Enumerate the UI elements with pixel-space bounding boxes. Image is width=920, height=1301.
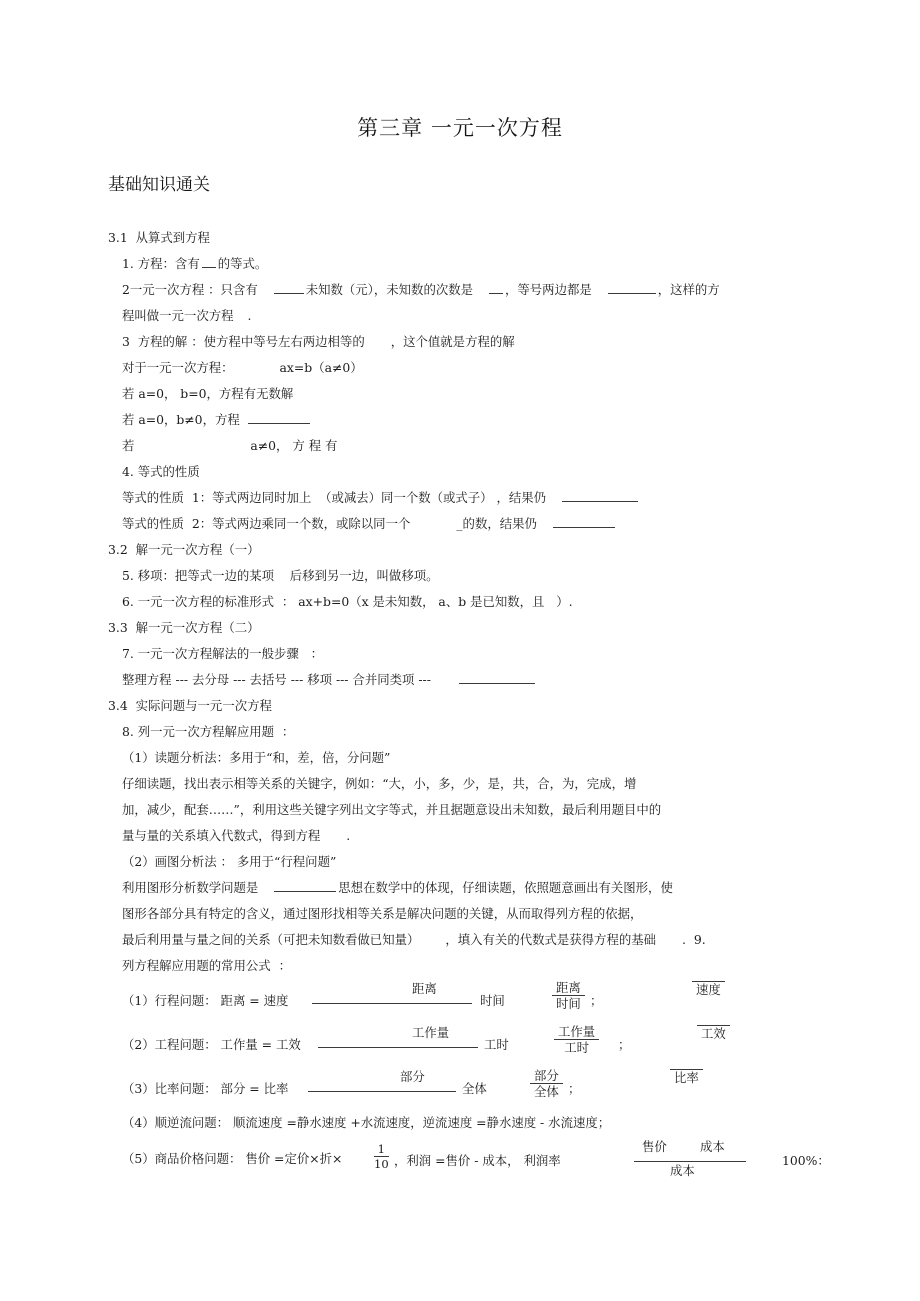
formula-price-mid: ，利润 =售价 - 成本， 利润率 bbox=[394, 1153, 561, 1168]
formula-price-rate-denominator: 成本 bbox=[670, 1163, 695, 1178]
item-3-line5-text-a: 若 bbox=[122, 438, 135, 453]
item-8-m1-l3-text-a: 量与量的关系填入代数式，得到方程 bbox=[122, 828, 321, 843]
formula-ratio-mid: 全体 bbox=[462, 1081, 487, 1096]
item-8-method-2-line-2: 图形各部分具有特定的含义，通过图形找相等关系是解决问题的关键，从而取得列方程的依据， bbox=[122, 906, 643, 921]
item-2-text-b: 未知数（元），未知数的次数是 bbox=[305, 282, 474, 297]
blank-field[interactable] bbox=[248, 411, 310, 424]
item-3-line5-text-b: a≠0， 方 程 有 bbox=[250, 438, 338, 453]
formula-price-label: （5）商品价格问题： 售价 =定价×折× bbox=[122, 1151, 343, 1166]
item-3-text-a: 3 方程的解 ：使方程中等号左右两边相等的 bbox=[122, 334, 365, 349]
item-8-m2-l3-text-b: ，填入有关的代数式是获得方程的基础 bbox=[445, 932, 657, 947]
formula-travel-frac1-bar bbox=[312, 1003, 472, 1004]
item-1-text-b: 的等式。 bbox=[217, 256, 268, 271]
formula-travel-frac3 bbox=[692, 981, 725, 997]
blank-field[interactable] bbox=[553, 515, 615, 528]
item-8-m2-l1-text-a: 利用图形分析数学问题是 bbox=[122, 880, 259, 895]
formula-travel-frac2-numerator: 距离 bbox=[556, 980, 581, 995]
item-3-line5 bbox=[122, 433, 828, 459]
formula-ratio-frac2 bbox=[530, 1069, 563, 1100]
item-4-property-2 bbox=[122, 511, 828, 537]
item-3-line2 bbox=[122, 355, 828, 381]
formula-work-separator: ； bbox=[618, 1037, 631, 1052]
formula-price-tenth-denominator: 10 bbox=[374, 1156, 389, 1171]
formula-work-mid: 工时 bbox=[484, 1037, 509, 1052]
item-2-cont bbox=[122, 303, 828, 329]
blank-field[interactable] bbox=[274, 281, 304, 294]
item-2-text-f: . bbox=[247, 308, 252, 323]
item-7-steps bbox=[122, 667, 828, 693]
item-4-p2-text-a: 等式的性质 2：等式两边乘同一个数，或除以同一个 bbox=[122, 516, 411, 531]
formula-ratio-frac3 bbox=[670, 1069, 703, 1085]
formula-work-frac3-denominator: 工效 bbox=[697, 1025, 730, 1041]
item-3-text-b: ，这个值就是方程的解 bbox=[390, 334, 515, 349]
formula-work-frac1-numerator: 工作量 bbox=[412, 1025, 450, 1040]
item-4-property-1 bbox=[122, 485, 828, 511]
item-3-line4-text: 若 a=0，b≠0，方程 bbox=[122, 412, 240, 427]
item-8: 8. 列一元一次方程解应用题 ： bbox=[122, 724, 295, 739]
formula-work-frac2-denominator: 工时 bbox=[554, 1039, 599, 1055]
item-8-method-1-line-1: 仔细读题，找出表示相等关系的关键字，例如：“大，小，多，少，是，共，合，为，完成，增 bbox=[122, 776, 637, 791]
item-3 bbox=[122, 329, 828, 355]
item-4-p1-text: 等式的性质 1：等式两边同时加上 （或减去）同一个数（或式子） ，结果仍 bbox=[122, 490, 547, 505]
item-6: 6. 一元一次方程的标准形式 ： ax+b=0（x 是未知数， a、b 是已知数，且 ）. bbox=[122, 594, 573, 609]
formula-price bbox=[122, 1137, 828, 1183]
item-2-text-a: 2一元一次方程 ：只含有 bbox=[122, 282, 258, 297]
formula-travel-label: （1）行程问题： 距离 = 速度 bbox=[122, 993, 289, 1008]
item-2-text-c: ，等号两边都是 bbox=[505, 282, 592, 297]
formula-ratio-frac2-numerator: 部分 bbox=[534, 1068, 559, 1083]
formula-travel-frac2-denominator: 时间 bbox=[552, 995, 585, 1011]
blank-field[interactable] bbox=[459, 671, 535, 684]
formula-ratio-separator: ； bbox=[568, 1081, 581, 1096]
document-body bbox=[0, 195, 920, 1183]
section-heading-3-1: 3.1 从算式到方程 bbox=[108, 230, 210, 245]
blank-field[interactable] bbox=[608, 281, 656, 294]
blank-field[interactable] bbox=[489, 281, 503, 294]
formula-travel-mid: 时间 bbox=[480, 993, 505, 1008]
item-8-m2-l3-text-c: . 9. bbox=[682, 932, 706, 947]
formula-travel-separator: ； bbox=[590, 993, 603, 1008]
item-5: 5. 移项：把等式一边的某项 后移到另一边，叫做移项。 bbox=[122, 568, 439, 583]
section-heading-3-3: 3.3 解一元一次方程（二） bbox=[108, 620, 260, 635]
item-3-line2-label: 对于一元一次方程： bbox=[122, 360, 234, 375]
item-3-equation: ax=b（a≠0） bbox=[279, 360, 363, 375]
item-4-heading: 4. 等式的性质 bbox=[122, 464, 200, 479]
formula-ratio-label: （3）比率问题： 部分 = 比率 bbox=[122, 1081, 289, 1096]
item-8-m2-l3-text-a: 最后利用量与量之间的关系（可把未知数看做已知量） bbox=[122, 932, 420, 947]
blank-field[interactable] bbox=[562, 489, 638, 502]
formula-work-frac2-numerator: 工作量 bbox=[558, 1024, 596, 1039]
item-8-method-2: （2）画图分析法 ： 多用于“行程问题” bbox=[122, 854, 337, 869]
section-heading-3-2: 3.2 解一元一次方程（一） bbox=[108, 542, 260, 557]
formula-price-tail: 100%： bbox=[782, 1153, 830, 1168]
formula-price-tenth-fraction bbox=[374, 1143, 389, 1170]
blank-field[interactable] bbox=[202, 255, 216, 268]
formula-ratio-frac1-numerator: 部分 bbox=[400, 1069, 425, 1084]
item-8-method-1-line-3 bbox=[122, 823, 828, 849]
formula-price-rate-numerator-right: 成本 bbox=[700, 1139, 725, 1154]
section-heading-3-4: 3.4 实际问题与一元一次方程 bbox=[108, 698, 272, 713]
formula-price-tenth-numerator: 1 bbox=[377, 1142, 385, 1156]
formula-work-frac1-bar bbox=[318, 1047, 478, 1048]
item-1-text-a: 1. 方程：含有 bbox=[122, 256, 200, 271]
formula-travel-frac1-numerator: 距离 bbox=[412, 981, 437, 996]
blank-field[interactable] bbox=[274, 879, 336, 892]
item-4-p2-text-b: _的数，结果仍 bbox=[456, 516, 537, 531]
formula-work-label: （2）工程问题： 工作量 = 工效 bbox=[122, 1037, 301, 1052]
formula-price-rate-bar bbox=[634, 1161, 746, 1162]
formula-ratio bbox=[122, 1067, 828, 1111]
formula-ratio-frac3-denominator: 比率 bbox=[670, 1069, 703, 1085]
formula-price-rate-numerator-left: 售价 bbox=[642, 1139, 667, 1154]
item-1 bbox=[122, 251, 828, 277]
page-subtitle: 基础知识通关 bbox=[108, 175, 210, 195]
item-8-method-1-line-2: 加，减少，配套……”，利用这些关键字列出文字等式，并且据题意设出未知数，最后利用题目中的 bbox=[122, 802, 662, 817]
formula-travel bbox=[122, 979, 828, 1023]
page-title: 第三章 一元一次方程 bbox=[357, 116, 563, 140]
formula-ratio-frac1-bar bbox=[308, 1091, 456, 1092]
formula-current-text: （4）顺逆流问题： 顺流速度 =静水速度 +水流速度，逆流速度 =静水速度 - 水流速度； bbox=[122, 1115, 611, 1130]
item-3-line3: 若 a=0， b=0，方程有无数解 bbox=[122, 386, 294, 401]
item-2-text-d: ，这样的方 bbox=[657, 282, 720, 297]
formula-work-frac3 bbox=[697, 1025, 730, 1041]
item-9: 列方程解应用题的常用公式 ： bbox=[122, 958, 291, 973]
formula-current bbox=[122, 1111, 828, 1137]
formula-work bbox=[122, 1023, 828, 1067]
item-8-method-1: （1）读题分析法：多用于“和，差，倍，分问题” bbox=[122, 750, 391, 765]
formula-travel-frac2 bbox=[552, 981, 585, 1012]
item-7-steps-text: 整理方程 --- 去分母 --- 去括号 --- 移项 --- 合并同类项 --- bbox=[122, 672, 431, 687]
item-7: 7. 一元一次方程解法的一般步骤 ： bbox=[122, 646, 324, 661]
item-8-method-2-line-3 bbox=[122, 927, 828, 953]
item-8-m2-l1-text-b: 思想在数学中的体现，仔细读题，依照题意画出有关图形，使 bbox=[338, 880, 673, 895]
item-3-line4 bbox=[122, 407, 828, 433]
formula-travel-frac3-denominator: 速度 bbox=[692, 981, 725, 997]
item-8-method-2-line-1 bbox=[122, 875, 828, 901]
item-8-m1-l3-text-b: . bbox=[346, 828, 351, 843]
formula-work-frac2 bbox=[554, 1025, 599, 1056]
item-2-text-e: 程叫做一元一次方程 bbox=[122, 308, 234, 323]
formula-ratio-frac2-denominator: 全体 bbox=[530, 1083, 563, 1099]
item-2 bbox=[122, 277, 828, 303]
